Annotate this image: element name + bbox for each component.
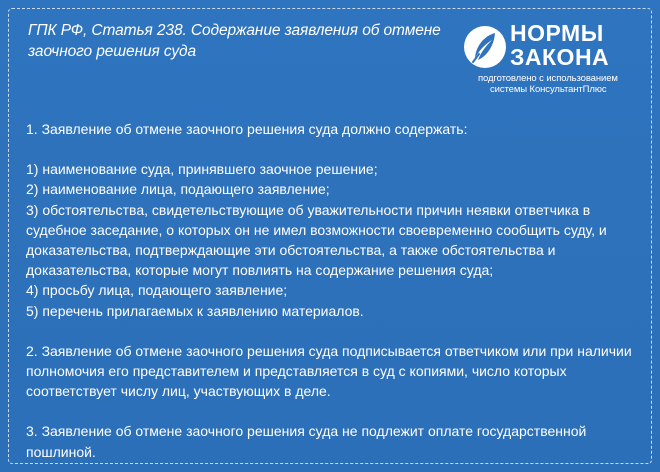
page-title: ГПК РФ, Статья 238. Содержание заявления об отмене заочного решения суда [28,22,441,60]
list-item: 5) перечень прилагаемых к заявлению материалов. [26,302,364,319]
paragraph-1-intro: 1. Заявление об отмене заочного решения суда должно содержать: [26,121,468,137]
logo-word-normy: НОРМЫ [510,20,604,46]
logo [462,20,642,100]
list-item: 2) наименование лица, подающего заявление; [26,181,330,198]
logo-subtitle-line1: подготовлено с использованием [478,73,618,84]
logo-word-zakona: ЗАКОНА [510,44,610,70]
list-item: 1) наименование суда, принявшего заочное решение; [26,161,378,178]
list-item: 4) просьбу лица, подающего заявление; [26,282,288,299]
list-item: 3) обстоятельства, свидетельствующие об уважительности причин неявки ответчика в судебное заседание, о которых он не имел возможности своевременно сообщить суду, и доказательства, подтверждающие эти обстоятельства, а также обстоятельства и доказательства, которые могут повлиять на содержание решения суда; [26,201,607,279]
paragraph-3: 3. Заявление об отмене заочного решения суда не подлежит оплате государственной пошлиной. [26,423,587,460]
quill-feather-icon [462,24,508,70]
article-body [26,119,636,462]
paragraph-2: 2. Заявление об отмене заочного решения суда подписывается ответчиком или при наличии полномочия его представителем и представляется в суд с копиями, число которых соответствует числу лиц, участвующих в деле. [26,342,632,400]
logo-subtitle-line2: системы КонсультантПлюс [490,84,607,95]
